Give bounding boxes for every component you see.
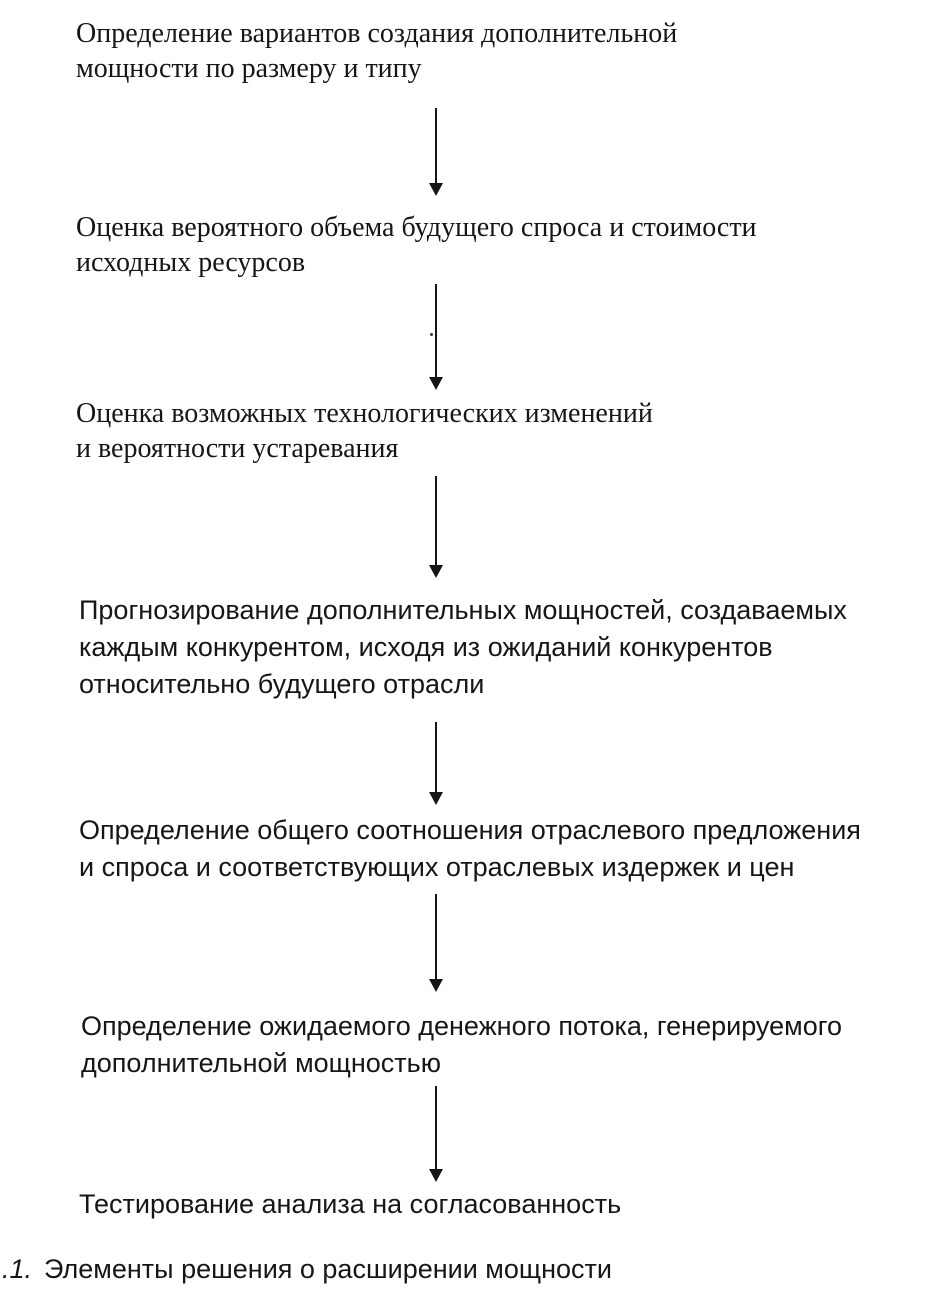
flow-step-2 [76, 210, 757, 280]
flow-step-2-line-2: исходных ресурсов [76, 247, 306, 278]
arrow-head [429, 1169, 443, 1182]
down-arrow-3 [428, 476, 444, 578]
flow-step-5 [79, 812, 861, 886]
flow-step-4-line-1: Прогнозирование дополнительных мощностей, создаваемых [79, 595, 847, 625]
figure-caption-text: Элементы решения о расширении мощности [44, 1254, 612, 1284]
flow-step-6 [81, 1008, 842, 1082]
arrow-shaft [435, 1086, 437, 1173]
stray-mark [430, 333, 433, 336]
figure-caption [2, 1252, 612, 1286]
arrow-head [429, 565, 443, 578]
flow-step-3-line-2: и вероятности устаревания [76, 433, 399, 464]
flow-step-4 [79, 592, 847, 703]
down-arrow-6 [428, 1086, 444, 1182]
arrow-head [429, 183, 443, 196]
arrow-head [429, 377, 443, 390]
down-arrow-4 [428, 722, 444, 805]
arrow-head [429, 792, 443, 805]
flow-step-1-line-1: Определение вариантов создания дополнительной [76, 18, 678, 49]
arrow-head [429, 979, 443, 992]
flow-step-6-line-1: Определение ожидаемого денежного потока, генерируемого [81, 1011, 842, 1041]
arrow-shaft [435, 284, 437, 381]
arrow-shaft [435, 722, 437, 796]
flow-step-6-line-2: дополнительной мощностью [81, 1048, 441, 1078]
flow-step-3-line-1: Оценка возможных технологических изменений [76, 398, 653, 429]
flow-step-7 [79, 1186, 621, 1223]
figure-caption-number: .1. [2, 1254, 33, 1284]
arrow-shaft [435, 476, 437, 569]
arrow-shaft [435, 108, 437, 187]
flow-step-5-line-1: Определение общего соотношения отраслевого предложения [79, 815, 861, 845]
flow-step-2-line-1: Оценка вероятного объема будущего спроса и стоимости [76, 212, 757, 243]
flow-step-4-line-2: каждым конкурентом, исходя из ожиданий конкурентов [79, 632, 773, 662]
flow-step-3 [76, 396, 653, 466]
flow-step-4-line-3: относительно будущего отрасли [79, 669, 485, 699]
flow-step-1-line-2: мощности по размеру и типу [76, 53, 422, 84]
flow-step-5-line-2: и спроса и соответствующих отраслевых издержек и цен [79, 852, 795, 882]
down-arrow-5 [428, 894, 444, 992]
down-arrow-1 [428, 108, 444, 196]
arrow-shaft [435, 894, 437, 983]
flow-step-1 [76, 16, 677, 86]
down-arrow-2 [428, 284, 444, 390]
flow-step-7-line-1: Тестирование анализа на согласованность [79, 1189, 622, 1219]
